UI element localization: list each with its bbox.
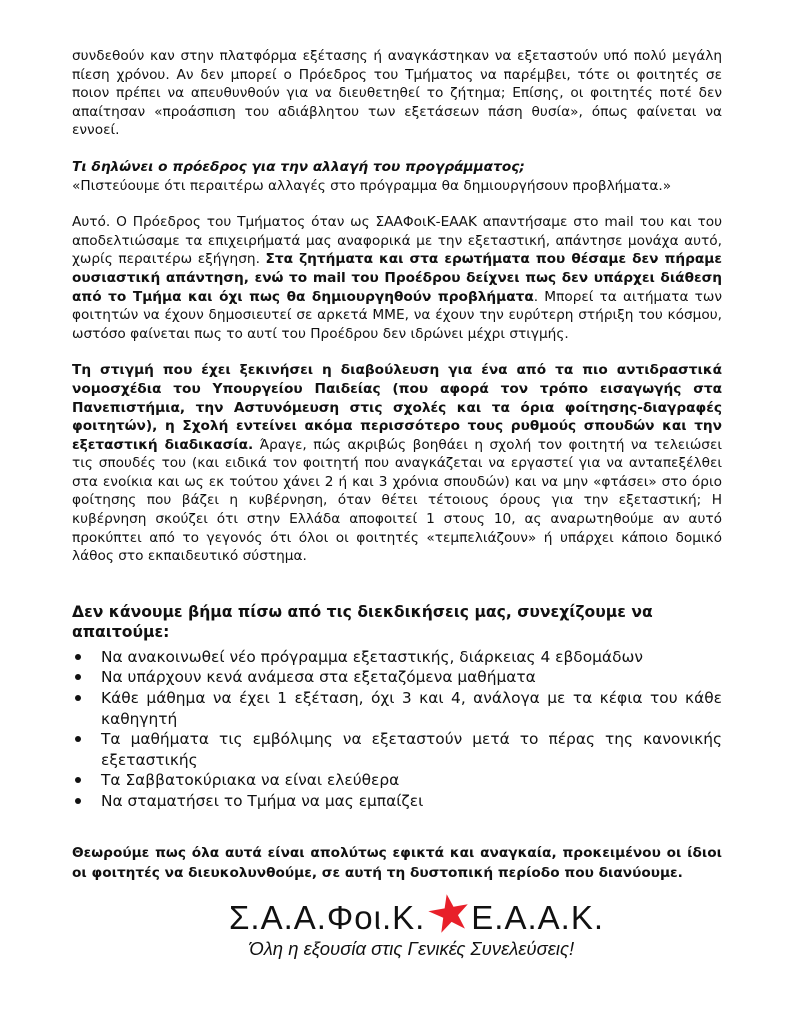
paragraph-response <box>72 213 722 343</box>
bullet-icon <box>75 777 81 783</box>
signature-right: Ε.Α.Α.Κ. <box>471 899 605 936</box>
bullet-icon <box>75 674 81 680</box>
paragraph-intro: συνδεθούν καν στην πλατφόρμα εξέτασης ή αναγκάστηκαν να εξεταστούν υπό πολύ μεγάλη πίεση χρόνου. Αν δεν μπορεί ο Πρόεδρος του Τμήματος να παρέμβει, τότε οι φοιτητές σε ποιον πρέπει να απευθυνθούν για να διευθετηθεί το ζήτημα; Επίσης, οι φοιτητές ποτέ δεν απαίτησαν «προάσπιση του αδιάβλητου των εξετάσεων πάση θυσία», όπως φαίνεται να εννοεί. <box>72 48 722 139</box>
list-item-text: Να ανακοινωθεί νέο πρόγραμμα εξεταστικής, διάρκειας 4 εβδομάδων <box>101 647 643 666</box>
signature-logo <box>229 893 605 960</box>
bullet-icon <box>75 654 81 660</box>
document-body <box>72 47 722 883</box>
paragraph-consultation-bold: Τη στιγμή που έχει ξεκινήσει η διαβούλευση για ένα από τα πιο αντιδραστικά νομοσχέδια του Υπουργείου Παιδείας (που αφορά τον τρόπο εισαγωγής στα Πανεπιστήμια, την Αστυνόμευση στις σχολές και τα όρια φοίτησης-διαγραφές φοιτητών), η Σχολή εντείνει ακόμα περισσότερο τους ρυθμούς σπουδών και την εξεταστική διαδικασία. <box>72 362 722 453</box>
paragraph-response-start: Αυτό. Ο Πρόεδρος του Τμήματος όταν ως ΣΑΑΦοιΚ-ΕΑΑΚ απαντήσαμε στο mail του και του αποδελτιώσαμε τα επιχειρήματά μας αναφορικά με την εξεταστική, απάντησε μονάχα αυτό, χωρίς περαιτέρω εξήγηση. <box>72 214 722 268</box>
question-title: Τι δηλώνει ο πρόεδρος για την αλλαγή του προγράμματος; <box>72 158 525 175</box>
signature-line <box>229 893 605 938</box>
paragraph-response-end: . Μπορεί τα αιτήματα των φοιτητών να έχουν δημοσιευτεί σε αρκετά ΜΜΕ, να έχουν την ευρύτερη στήριξη του κόσμου, ωστόσο φαίνεται πως το αυτί του Προέδρου δεν ιδρώνει μέχρι στιγμής. <box>72 288 722 342</box>
list-item-text: Να σταματήσει το Τμήμα να μας εμπαίζει <box>101 792 424 810</box>
question-answer: «Πιστεύουμε ότι περαιτέρω αλλαγές στο πρόγραμμα θα δημιουργήσουν προβλήματα.» <box>72 177 672 194</box>
list-item <box>72 729 722 770</box>
red-star-icon <box>426 893 470 933</box>
bullet-icon <box>75 736 81 742</box>
signature-motto: Όλη η εξουσία στις Γενικές Συνελεύσεις! <box>249 938 575 959</box>
list-item <box>72 667 722 688</box>
paragraph-consultation <box>72 361 722 566</box>
question-block <box>72 158 722 195</box>
paragraph-consultation-text: Άραγε, πώς ακριβώς βοηθάει η σχολή τον φοιτητή να τελειώσει τις σπουδές του (και ειδικά τον φοιτητή που αναγκάζεται να εργαστεί για να ανταπεξέλθει στα ενοίκια και ως εκ τούτου χάνει 2 ή και 3 χρόνια σπουδών) και να μην «φτάσει» στο όριο φοίτησης που βάζει η κυβέρνηση, όταν θέτει τέτοιους όρους για την εξεταστική; Η κυβέρνηση σκούζει ότι στην Ελλάδα αποφοιτεί 1 στους 10, ας αναρωτηθούμε αν αυτό προκύπτει από το γεγονός ότι όλοι οι φοιτητές «τεμπελιάζουν» ή υπάρχει κάποιο δομικό λάθος στο εκπαιδευτικό σύστημα. <box>72 436 722 565</box>
list-item <box>72 647 722 668</box>
bullet-icon <box>75 695 81 701</box>
list-item-text: Να υπάρχουν κενά ανάμεσα στα εξεταζόμενα μαθήματα <box>101 668 536 687</box>
signature-left: Σ.Α.Α.Φοι.Κ. <box>229 899 426 936</box>
list-item-text: Τα μαθήματα τις εμβόλιμης να εξεταστούν μετά το πέρας της κανονικής εξεταστικής <box>101 730 722 769</box>
list-item-text: Κάθε μάθημα να έχει 1 εξέταση, όχι 3 και 4, ανάλογα με τα κέφια του κάθε καθηγητή <box>101 689 722 728</box>
bullet-icon <box>75 798 81 804</box>
list-item <box>72 791 722 812</box>
list-item <box>72 688 722 729</box>
closing-statement: Θεωρούμε πως όλα αυτά είναι απολύτως εφικτά και αναγκαία, προκειμένου οι ίδιοι οι φοιτητές να διευκολυνθούμε, σε αυτή τη δυστοπική περίοδο που διανύουμε. <box>72 844 722 881</box>
list-item-text: Τα Σαββατοκύριακα να είναι ελεύθερα <box>101 771 400 790</box>
paragraph-response-bold: Στα ζητήματα και στα ερωτήματα που θέσαμε δεν πήραμε ουσιαστική απάντηση, ενώ το mail του Προέδρου δείχνει πως δεν υπάρχει διάθεση από το Τμήμα και όχι πως θα δημιουργηθούν προβλήματα <box>72 251 722 305</box>
demands-heading: Δεν κάνουμε βήμα πίσω από τις διεκδικήσεις μας, συνεχίζουμε να απαιτούμε: <box>72 602 653 641</box>
list-item <box>72 770 722 791</box>
demands-list <box>72 647 722 812</box>
